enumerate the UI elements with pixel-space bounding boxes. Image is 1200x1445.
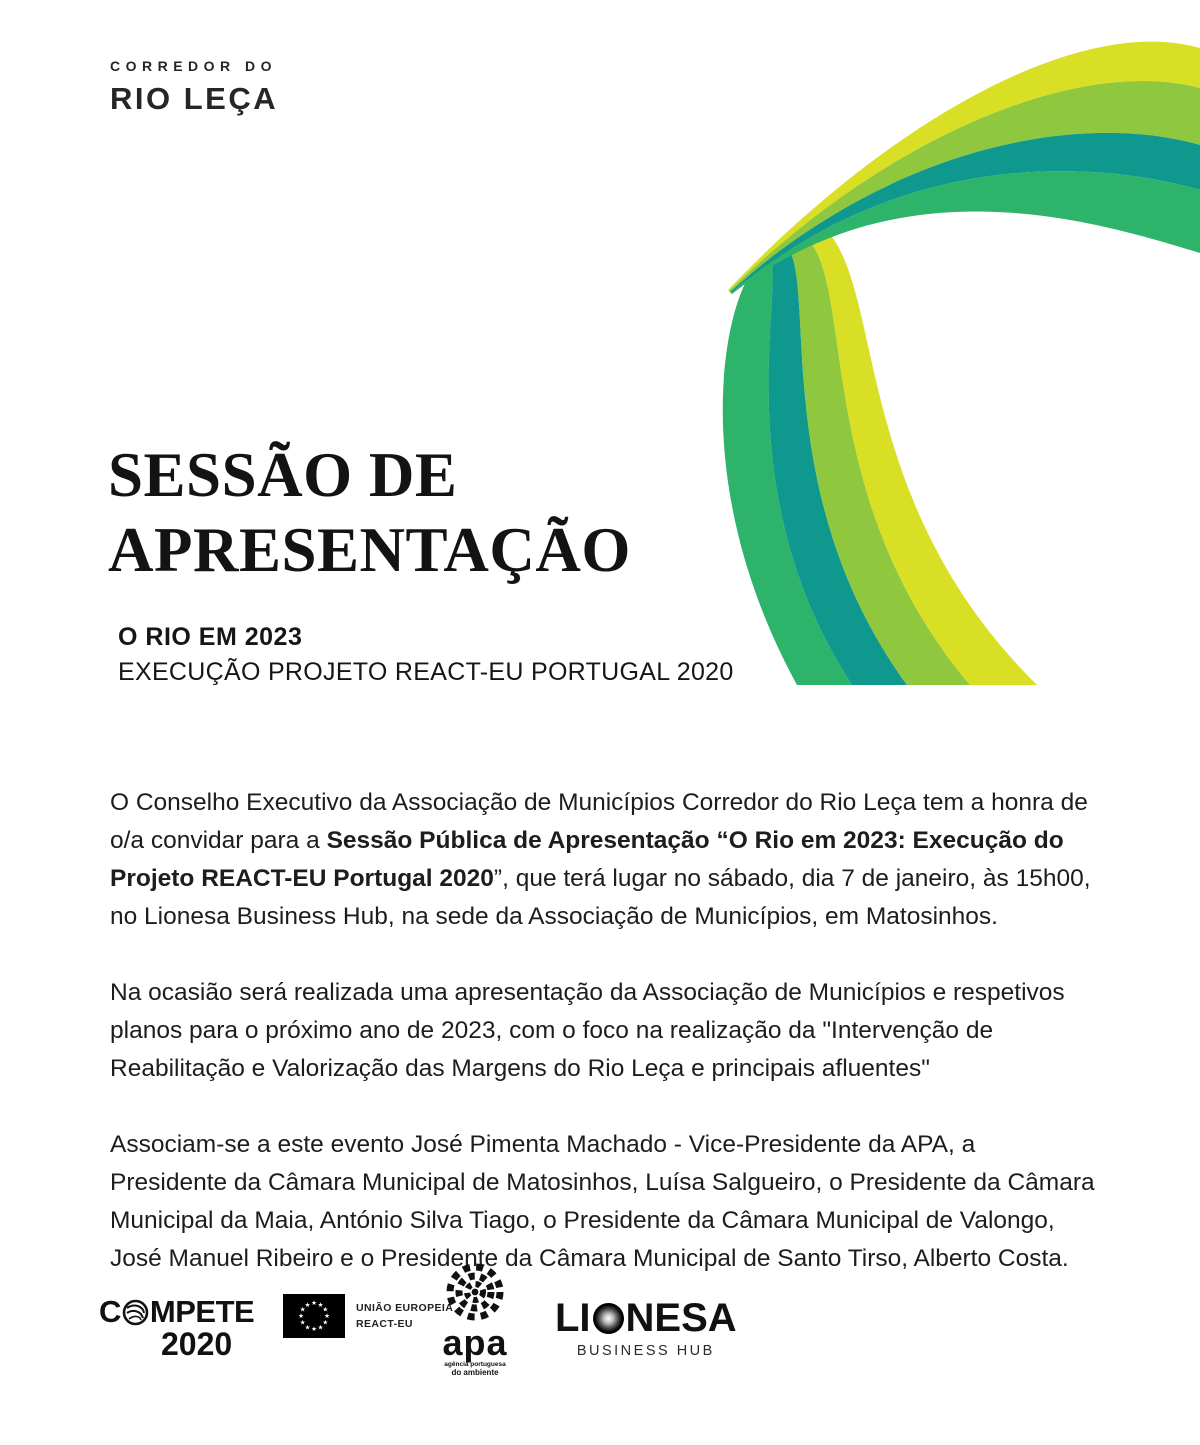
apa-mosaic-icon [445,1263,505,1321]
apa-logo [437,1263,513,1377]
eu-label-line-1: UNIÃO EUROPEIA [356,1302,454,1314]
apa-tagline-1: agência portuguesa [444,1361,506,1368]
brand-line-main: RIO LEÇA [110,81,279,116]
invitation-body [110,784,1095,1316]
compete-letters-rest: MPETE [149,1294,255,1329]
svg-text:★: ★ [324,1312,330,1320]
apa-wordmark: apa [442,1322,508,1363]
subtitle-line-2: EXECUÇÃO PROJETO REACT-EU PORTUGAL 2020 [118,658,734,686]
paragraph-program: Na ocasião será realizada uma apresentação da Associação de Municípios e respetivos planos para o próximo ano de 2023, com o foco na realização da "Intervenção de Reabilitação e Valorização das Margens do Rio Leça e principais afluentes" [110,979,1065,1082]
brand-line-top: CORREDOR DO [110,58,278,74]
lionesa-logo [555,1298,737,1359]
title-line-1: SESSÃO DE [108,440,458,510]
brand-logo [110,58,278,117]
title-line-2: APRESENTAÇÃO [108,515,631,585]
svg-text:★: ★ [299,1318,306,1327]
lionesa-wordmark [555,1298,737,1338]
svg-text:★: ★ [322,1305,329,1314]
paragraph-guests: Associam-se a este evento José Pimenta Machado - Vice-Presidente da APA, a Presidente da Câmara Municipal de Matosinhos, Luísa Salgueiro, o Presidente da Câmara Municipal da Maia, António Silva Tiago, o Presidente da Câmara Municipal de Valongo, José Manuel Ribeiro e o Presidente da Câmara Municipal de Santo Tirso, Alberto Costa. [110,1131,1095,1272]
compete-year: 2020 [161,1326,233,1362]
svg-text:★: ★ [311,1299,317,1307]
eu-flag-icon [283,1294,345,1338]
page-title [108,438,631,588]
compete-swirl-o-icon [122,1299,149,1326]
subtitle-line-1: O RIO EM 2023 [118,623,303,651]
svg-text:★: ★ [299,1305,306,1314]
ribbon-swoosh-graphic [700,0,1200,700]
compete-2020-logo [99,1294,254,1363]
compete-letter-c: C [99,1294,121,1329]
lionesa-o-sphere-icon [593,1303,624,1334]
lionesa-subtitle: BUSINESS HUB [576,1343,715,1359]
svg-text:★: ★ [317,1323,324,1332]
paragraph-invitation [110,784,1095,936]
compete-wordmark [99,1294,254,1330]
paragraph-invitation-post: ”, que terá lugar no sábado, dia 7 de janeiro, às 15h00, no Lionesa Business Hub, na sede da Associação de Municípios, em Matosinhos. [110,865,1091,930]
paragraph-invitation-bold: Sessão Pública de Apresentação “O Rio em 2023: Execução do Projeto REACT-EU Portugal 2020 [110,827,1064,892]
apa-tagline-2: do ambiente [451,1368,499,1377]
lionesa-letters-post: NESA [625,1296,737,1340]
svg-text:★: ★ [317,1300,324,1309]
svg-text:★: ★ [304,1300,311,1309]
eu-label-line-2: REACT-EU [356,1318,413,1330]
svg-text:★: ★ [304,1323,311,1332]
lionesa-letters-pre: LI [555,1296,591,1340]
svg-text:★: ★ [298,1312,304,1320]
svg-text:★: ★ [322,1318,329,1327]
paragraph-invitation-pre: O Conselho Executivo da Associação de Municípios Corredor do Rio Leça tem a honra de o/a convidar para a [110,789,1088,854]
event-subtitle [118,620,734,690]
svg-text:★: ★ [311,1325,317,1333]
